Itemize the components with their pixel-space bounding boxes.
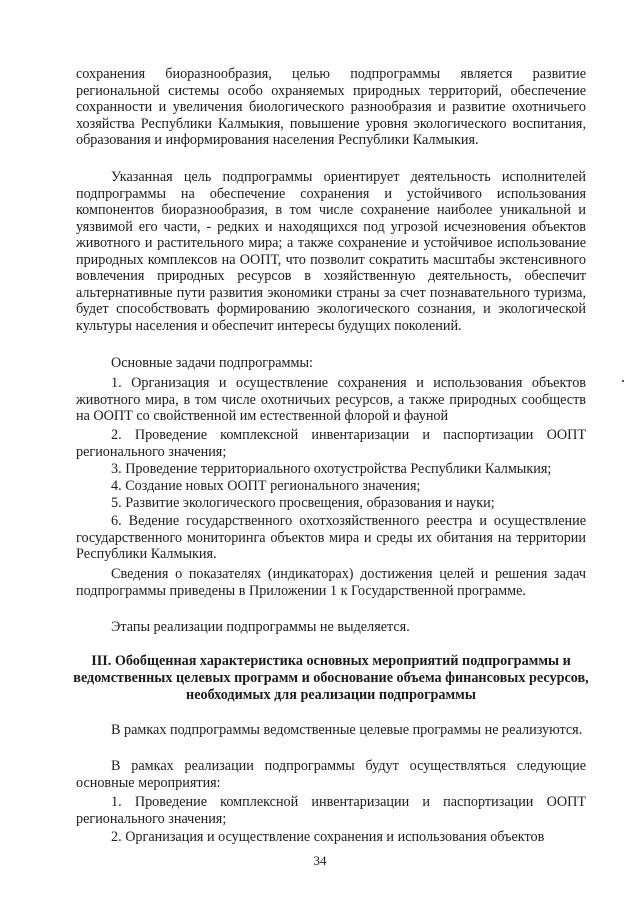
scan-speck: [622, 380, 624, 382]
task-item-3: 3. Проведение территориального охотустройства Республики Калмыкия;: [111, 461, 552, 477]
task-item-6: 6. Ведение государственного охотхозяйственного реестра и осуществление государственного мониторинга объектов мира и среды их обитания на территории Республики Калмыкия.: [76, 513, 586, 563]
stages-paragraph: Этапы реализации подпрограммы не выделяется.: [111, 619, 410, 635]
intro-paragraph: сохранения биоразнообразия, целью подпрограммы является развитие региональной системы особо охраняемых природных территорий, обеспечение сохранности и увеличения биологического разнообразия и развитие охотничьего хозяйства Республики Калмыкия, повышение уровня экологического воспитания, образования и информирования населения Республики Калмыкия.: [76, 66, 586, 149]
measures-heading: В рамках реализации подпрограммы будут осуществляться следующие основные мероприятия:: [76, 758, 586, 791]
task-item-2: 2. Проведение комплексной инвентаризации и паспортизации ООПТ регионального значения;: [76, 427, 586, 460]
measure-item-1: 1. Проведение комплексной инвентаризации и паспортизации ООПТ регионального значения;: [76, 794, 586, 827]
section-heading: III. Обобщенная характеристика основных мероприятий подпрограммы и ведомственных целевых программ и обоснование объема финансовых ресурсов, необходимых для реализации подпрограммы: [73, 653, 589, 703]
goal-paragraph: Указанная цель подпрограммы ориентирует деятельность исполнителей подпрограммы на обеспечение сохранения и устойчивого использования компонентов биоразнообразия, в том числе сохранение наиболее уникальной и уязвимой его части, - редких и находящихся под угрозой исчезновения объектов животного и растительного мира; а также сохранение и устойчивое использование природных комплексов на ООПТ, что позволит сократить масштабы экстенсивного вовлечения природных ресурсов в хозяйственную деятельность, обеспечит альтернативные пути развития экономики страны за счет познавательного туризма, будет способствовать формированию экологического сознания, и экологической культуры населения и обеспечит интересы будущих поколений.: [76, 169, 586, 334]
page-number: 34: [313, 853, 327, 868]
departmental-paragraph: В рамках подпрограммы ведомственные целевые программы не реализуются.: [111, 722, 583, 738]
indicators-paragraph: Сведения о показателях (индикаторах) достижения целей и решения задач подпрограммы приведены в Приложении 1 к Государственной программе.: [76, 566, 586, 599]
tasks-heading: Основные задачи подпрограммы:: [111, 355, 313, 371]
task-item-1: 1. Организация и осуществление сохранения и использования объектов животного мира, в том числе охотничьих ресурсов, а также природных сообществ на ООПТ со свойственной им естественной флорой и фауной: [76, 375, 586, 425]
measure-item-2: 2. Организация и осуществление сохранения и использования объектов: [111, 829, 545, 845]
task-item-5: 5. Развитие экологического просвещения, образования и науки;: [111, 495, 495, 511]
task-item-4: 4. Создание новых ООПТ регионального значения;: [111, 478, 421, 494]
